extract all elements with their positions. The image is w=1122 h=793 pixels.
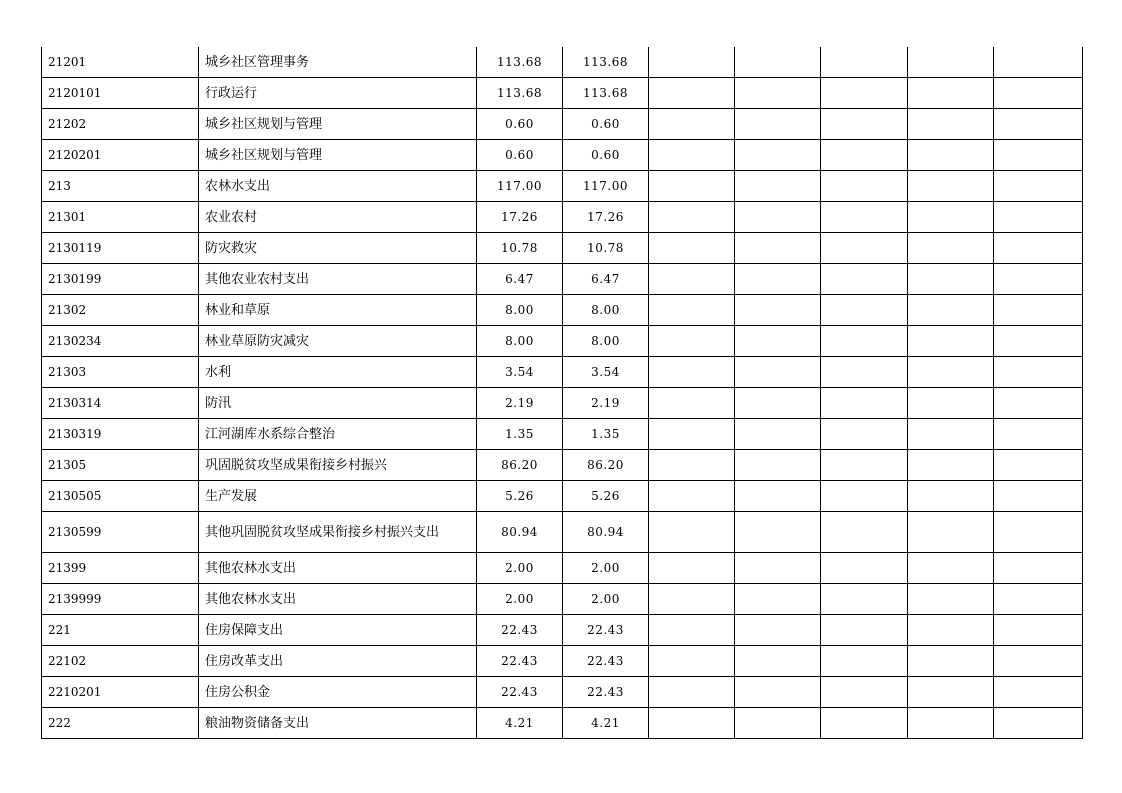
empty-amount-cell [908,419,994,450]
table-row [42,388,1083,419]
empty-amount-cell [649,553,735,584]
total-amount-cell: 2.19 [477,388,563,419]
empty-amount-cell [994,615,1083,646]
total-amount-cell: 2.00 [477,553,563,584]
subject-name-cell: 水利 [199,357,477,388]
empty-amount-cell [994,646,1083,677]
empty-amount-cell [649,357,735,388]
table-body [42,47,1083,739]
empty-amount-cell [821,140,908,171]
table-row [42,326,1083,357]
empty-amount-cell [908,47,994,78]
basic-expenditure-cell: 113.68 [563,47,649,78]
basic-expenditure-cell: 2.00 [563,584,649,615]
subject-code-cell: 21303 [42,357,199,388]
empty-amount-cell [821,512,908,553]
empty-amount-cell [735,233,821,264]
total-amount-cell: 5.26 [477,481,563,512]
empty-amount-cell [908,264,994,295]
empty-amount-cell [735,326,821,357]
basic-expenditure-cell: 8.00 [563,326,649,357]
empty-amount-cell [908,78,994,109]
table-row [42,646,1083,677]
subject-name-cell: 住房保障支出 [199,615,477,646]
empty-amount-cell [735,388,821,419]
table-row [42,419,1083,450]
empty-amount-cell [908,481,994,512]
table-row [42,708,1083,739]
budget-expenditure-table [41,47,1083,739]
basic-expenditure-cell: 113.68 [563,78,649,109]
total-amount-cell: 4.21 [477,708,563,739]
table-row [42,584,1083,615]
empty-amount-cell [649,202,735,233]
empty-amount-cell [994,584,1083,615]
total-amount-cell: 1.35 [477,419,563,450]
empty-amount-cell [994,450,1083,481]
empty-amount-cell [735,171,821,202]
total-amount-cell: 8.00 [477,326,563,357]
basic-expenditure-cell: 17.26 [563,202,649,233]
table-row [42,109,1083,140]
empty-amount-cell [994,202,1083,233]
subject-code-cell: 21305 [42,450,199,481]
total-amount-cell: 113.68 [477,78,563,109]
total-amount-cell: 86.20 [477,450,563,481]
table-row [42,264,1083,295]
empty-amount-cell [649,233,735,264]
empty-amount-cell [908,233,994,264]
empty-amount-cell [735,646,821,677]
total-amount-cell: 6.47 [477,264,563,295]
subject-name-cell: 江河湖库水系综合整治 [199,419,477,450]
empty-amount-cell [649,78,735,109]
basic-expenditure-cell: 117.00 [563,171,649,202]
basic-expenditure-cell: 0.60 [563,109,649,140]
table-row [42,140,1083,171]
empty-amount-cell [649,295,735,326]
empty-amount-cell [735,357,821,388]
empty-amount-cell [908,357,994,388]
empty-amount-cell [994,78,1083,109]
empty-amount-cell [821,419,908,450]
empty-amount-cell [994,708,1083,739]
empty-amount-cell [908,584,994,615]
empty-amount-cell [735,677,821,708]
empty-amount-cell [908,450,994,481]
empty-amount-cell [908,677,994,708]
subject-name-cell: 住房公积金 [199,677,477,708]
empty-amount-cell [994,171,1083,202]
subject-name-cell: 粮油物资储备支出 [199,708,477,739]
empty-amount-cell [649,677,735,708]
empty-amount-cell [908,388,994,419]
empty-amount-cell [649,171,735,202]
empty-amount-cell [821,450,908,481]
subject-name-cell: 农林水支出 [199,171,477,202]
table-row [42,295,1083,326]
subject-code-cell: 2130119 [42,233,199,264]
subject-name-cell: 林业和草原 [199,295,477,326]
empty-amount-cell [735,78,821,109]
basic-expenditure-cell: 2.00 [563,553,649,584]
subject-name-cell: 其他农业农村支出 [199,264,477,295]
empty-amount-cell [821,264,908,295]
empty-amount-cell [649,109,735,140]
empty-amount-cell [821,171,908,202]
empty-amount-cell [649,708,735,739]
empty-amount-cell [821,357,908,388]
total-amount-cell: 0.60 [477,140,563,171]
empty-amount-cell [821,388,908,419]
empty-amount-cell [649,264,735,295]
table-row [42,481,1083,512]
basic-expenditure-cell: 6.47 [563,264,649,295]
subject-name-cell: 城乡社区规划与管理 [199,140,477,171]
empty-amount-cell [821,202,908,233]
empty-amount-cell [994,295,1083,326]
total-amount-cell: 8.00 [477,295,563,326]
empty-amount-cell [735,47,821,78]
empty-amount-cell [908,171,994,202]
total-amount-cell: 117.00 [477,171,563,202]
subject-code-cell: 2130319 [42,419,199,450]
empty-amount-cell [735,615,821,646]
subject-code-cell: 21202 [42,109,199,140]
total-amount-cell: 22.43 [477,677,563,708]
table-row [42,512,1083,553]
empty-amount-cell [649,140,735,171]
empty-amount-cell [821,233,908,264]
subject-code-cell: 2130314 [42,388,199,419]
subject-code-cell: 2120101 [42,78,199,109]
basic-expenditure-cell: 22.43 [563,677,649,708]
empty-amount-cell [649,615,735,646]
empty-amount-cell [735,202,821,233]
empty-amount-cell [821,326,908,357]
empty-amount-cell [821,78,908,109]
empty-amount-cell [908,109,994,140]
subject-name-cell: 林业草原防灾减灾 [199,326,477,357]
empty-amount-cell [994,264,1083,295]
empty-amount-cell [649,512,735,553]
subject-name-cell: 生产发展 [199,481,477,512]
empty-amount-cell [908,295,994,326]
total-amount-cell: 113.68 [477,47,563,78]
basic-expenditure-cell: 0.60 [563,140,649,171]
empty-amount-cell [735,109,821,140]
subject-name-cell: 行政运行 [199,78,477,109]
empty-amount-cell [735,512,821,553]
table-row [42,47,1083,78]
basic-expenditure-cell: 1.35 [563,419,649,450]
total-amount-cell: 2.00 [477,584,563,615]
subject-code-cell: 22102 [42,646,199,677]
empty-amount-cell [908,646,994,677]
empty-amount-cell [994,109,1083,140]
empty-amount-cell [649,450,735,481]
empty-amount-cell [649,646,735,677]
total-amount-cell: 80.94 [477,512,563,553]
empty-amount-cell [994,388,1083,419]
subject-code-cell: 221 [42,615,199,646]
subject-code-cell: 2130199 [42,264,199,295]
subject-code-cell: 222 [42,708,199,739]
empty-amount-cell [821,47,908,78]
total-amount-cell: 22.43 [477,646,563,677]
empty-amount-cell [821,677,908,708]
empty-amount-cell [735,295,821,326]
empty-amount-cell [821,615,908,646]
subject-code-cell: 2210201 [42,677,199,708]
empty-amount-cell [649,326,735,357]
total-amount-cell: 10.78 [477,233,563,264]
empty-amount-cell [821,553,908,584]
empty-amount-cell [735,419,821,450]
empty-amount-cell [908,708,994,739]
table-row [42,233,1083,264]
table-row [42,78,1083,109]
table-row [42,677,1083,708]
subject-code-cell: 2130234 [42,326,199,357]
basic-expenditure-cell: 80.94 [563,512,649,553]
empty-amount-cell [649,388,735,419]
subject-name-cell: 其他巩固脱贫攻坚成果衔接乡村振兴支出 [199,512,477,553]
empty-amount-cell [735,450,821,481]
empty-amount-cell [821,109,908,140]
basic-expenditure-cell: 5.26 [563,481,649,512]
table-row [42,615,1083,646]
empty-amount-cell [908,615,994,646]
empty-amount-cell [735,481,821,512]
subject-name-cell: 农业农村 [199,202,477,233]
table-row [42,171,1083,202]
basic-expenditure-cell: 8.00 [563,295,649,326]
subject-name-cell: 住房改革支出 [199,646,477,677]
empty-amount-cell [908,553,994,584]
empty-amount-cell [821,584,908,615]
empty-amount-cell [821,708,908,739]
empty-amount-cell [994,326,1083,357]
empty-amount-cell [649,47,735,78]
empty-amount-cell [821,646,908,677]
empty-amount-cell [735,553,821,584]
table-row [42,553,1083,584]
basic-expenditure-cell: 10.78 [563,233,649,264]
empty-amount-cell [649,481,735,512]
empty-amount-cell [821,295,908,326]
empty-amount-cell [908,512,994,553]
basic-expenditure-cell: 4.21 [563,708,649,739]
subject-code-cell: 21301 [42,202,199,233]
subject-name-cell: 巩固脱贫攻坚成果衔接乡村振兴 [199,450,477,481]
total-amount-cell: 3.54 [477,357,563,388]
empty-amount-cell [994,419,1083,450]
basic-expenditure-cell: 22.43 [563,646,649,677]
subject-name-cell: 城乡社区管理事务 [199,47,477,78]
basic-expenditure-cell: 2.19 [563,388,649,419]
empty-amount-cell [649,584,735,615]
empty-amount-cell [908,202,994,233]
subject-code-cell: 2130599 [42,512,199,553]
empty-amount-cell [994,481,1083,512]
empty-amount-cell [994,233,1083,264]
empty-amount-cell [735,708,821,739]
table-row [42,450,1083,481]
empty-amount-cell [994,140,1083,171]
empty-amount-cell [649,419,735,450]
empty-amount-cell [994,677,1083,708]
basic-expenditure-cell: 3.54 [563,357,649,388]
subject-name-cell: 其他农林水支出 [199,553,477,584]
empty-amount-cell [994,553,1083,584]
table-row [42,202,1083,233]
basic-expenditure-cell: 86.20 [563,450,649,481]
subject-name-cell: 其他农林水支出 [199,584,477,615]
empty-amount-cell [735,584,821,615]
basic-expenditure-cell: 22.43 [563,615,649,646]
subject-code-cell: 2120201 [42,140,199,171]
subject-name-cell: 防汛 [199,388,477,419]
empty-amount-cell [994,47,1083,78]
subject-code-cell: 21399 [42,553,199,584]
subject-name-cell: 防灾救灾 [199,233,477,264]
empty-amount-cell [908,140,994,171]
empty-amount-cell [735,140,821,171]
subject-code-cell: 2130505 [42,481,199,512]
empty-amount-cell [908,326,994,357]
total-amount-cell: 17.26 [477,202,563,233]
subject-code-cell: 21201 [42,47,199,78]
empty-amount-cell [735,264,821,295]
subject-code-cell: 2139999 [42,584,199,615]
table-row [42,357,1083,388]
subject-code-cell: 213 [42,171,199,202]
total-amount-cell: 0.60 [477,109,563,140]
total-amount-cell: 22.43 [477,615,563,646]
empty-amount-cell [994,512,1083,553]
subject-code-cell: 21302 [42,295,199,326]
subject-name-cell: 城乡社区规划与管理 [199,109,477,140]
empty-amount-cell [994,357,1083,388]
empty-amount-cell [821,481,908,512]
